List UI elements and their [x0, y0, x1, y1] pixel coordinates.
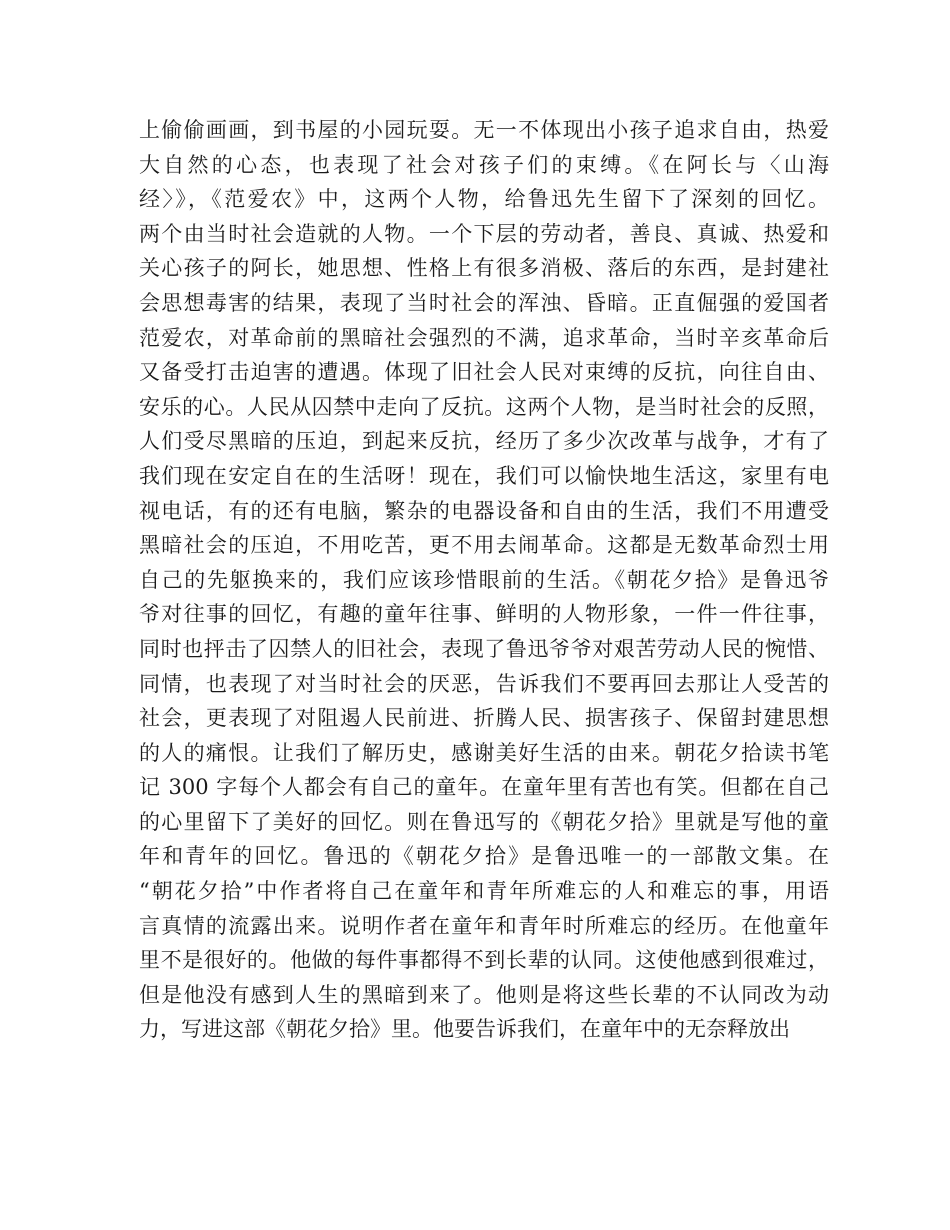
text-line: 黑暗社会的压迫，不用吃苦，更不用去闹革命。这都是无数革命烈士用 — [139, 533, 829, 558]
text-line: 我们现在安定自在的生活呀！现在，我们可以愉快地生活这，家里有电 — [139, 463, 829, 488]
text-line: 同情，也表现了对当时社会的厌恶，告诉我们不要再回去那让人受苦的 — [139, 671, 829, 696]
text-line: “朝花夕拾”中作者将自己在童年和青年所难忘的人和难忘的事，用语 — [139, 879, 829, 904]
text-line: 力，写进这部《朝花夕拾》里。他要告诉我们，在童年中的无奈释放出 — [139, 1017, 790, 1042]
text-line: 人们受尽黑暗的压迫，到起来反抗，经历了多少次改革与战争，才有了 — [139, 429, 829, 454]
text-line: 自己的先躯换来的，我们应该珍惜眼前的生活。《朝花夕拾》是鲁迅爷 — [139, 567, 829, 592]
text-line: 安乐的心。人民从囚禁中走向了反抗。这两个人物，是当时社会的反照， — [139, 394, 829, 419]
text-line: 的心里留下了美好的回忆。则在鲁迅写的《朝花夕拾》里就是写他的童 — [139, 809, 829, 834]
text-line: 年和青年的回忆。鲁迅的《朝花夕拾》是鲁迅唯一的一部散文集。在 — [139, 844, 829, 869]
text-line: 但是他没有感到人生的黑暗到来了。他则是将这些长辈的不认同改为动 — [139, 982, 829, 1007]
text-line: 视电话，有的还有电脑，繁杂的电器设备和自由的生活，我们不用遭受 — [139, 498, 829, 523]
text-line: 大自然的心态，也表现了社会对孩子们的束缚。《在阿长与〈山海 — [139, 152, 829, 177]
text-line: 两个由当时社会造就的人物。一个下层的劳动者，善良、真诚、热爱和 — [139, 221, 829, 246]
text-line: 里不是很好的。他做的每件事都得不到长辈的认同。这使他感到很难过， — [139, 948, 829, 973]
text-line: 社会，更表现了对阻遏人民前进、折腾人民、损害孩子、保留封建思想 — [139, 706, 829, 731]
text-line: 记 300 字每个人都会有自己的童年。在童年里有苦也有笑。但都在自己 — [139, 775, 829, 800]
text-line: 会思想毒害的结果，表现了当时社会的浑浊、昏暗。正直倔强的爱国者 — [139, 290, 829, 315]
text-line: 同时也抨击了囚禁人的旧社会，表现了鲁迅爷爷对艰苦劳动人民的惋惜、 — [139, 636, 829, 661]
text-line: 又备受打击迫害的遭遇。体现了旧社会人民对束缚的反抗，向往自由、 — [139, 360, 829, 385]
text-line: 关心孩子的阿长，她思想、性格上有很多消极、落后的东西，是封建社 — [139, 256, 829, 281]
body-text — [139, 113, 829, 1047]
text-line: 范爱农，对革命前的黑暗社会强烈的不满，追求革命，当时辛亥革命后 — [139, 325, 829, 350]
text-line: 爷对往事的回忆，有趣的童年往事、鲜明的人物形象，一件一件往事， — [139, 602, 829, 627]
text-line: 经〉》，《范爱农》中，这两个人物，给鲁迅先生留下了深刻的回忆。 — [139, 187, 829, 212]
text-line: 言真情的流露出来。说明作者在童年和青年时所难忘的经历。在他童年 — [139, 913, 829, 938]
text-line: 的人的痛恨。让我们了解历史，感谢美好生活的由来。朝花夕拾读书笔 — [139, 740, 829, 765]
text-line: 上偷偷画画，到书屋的小园玩耍。无一不体现出小孩子追求自由，热爱 — [139, 118, 829, 142]
